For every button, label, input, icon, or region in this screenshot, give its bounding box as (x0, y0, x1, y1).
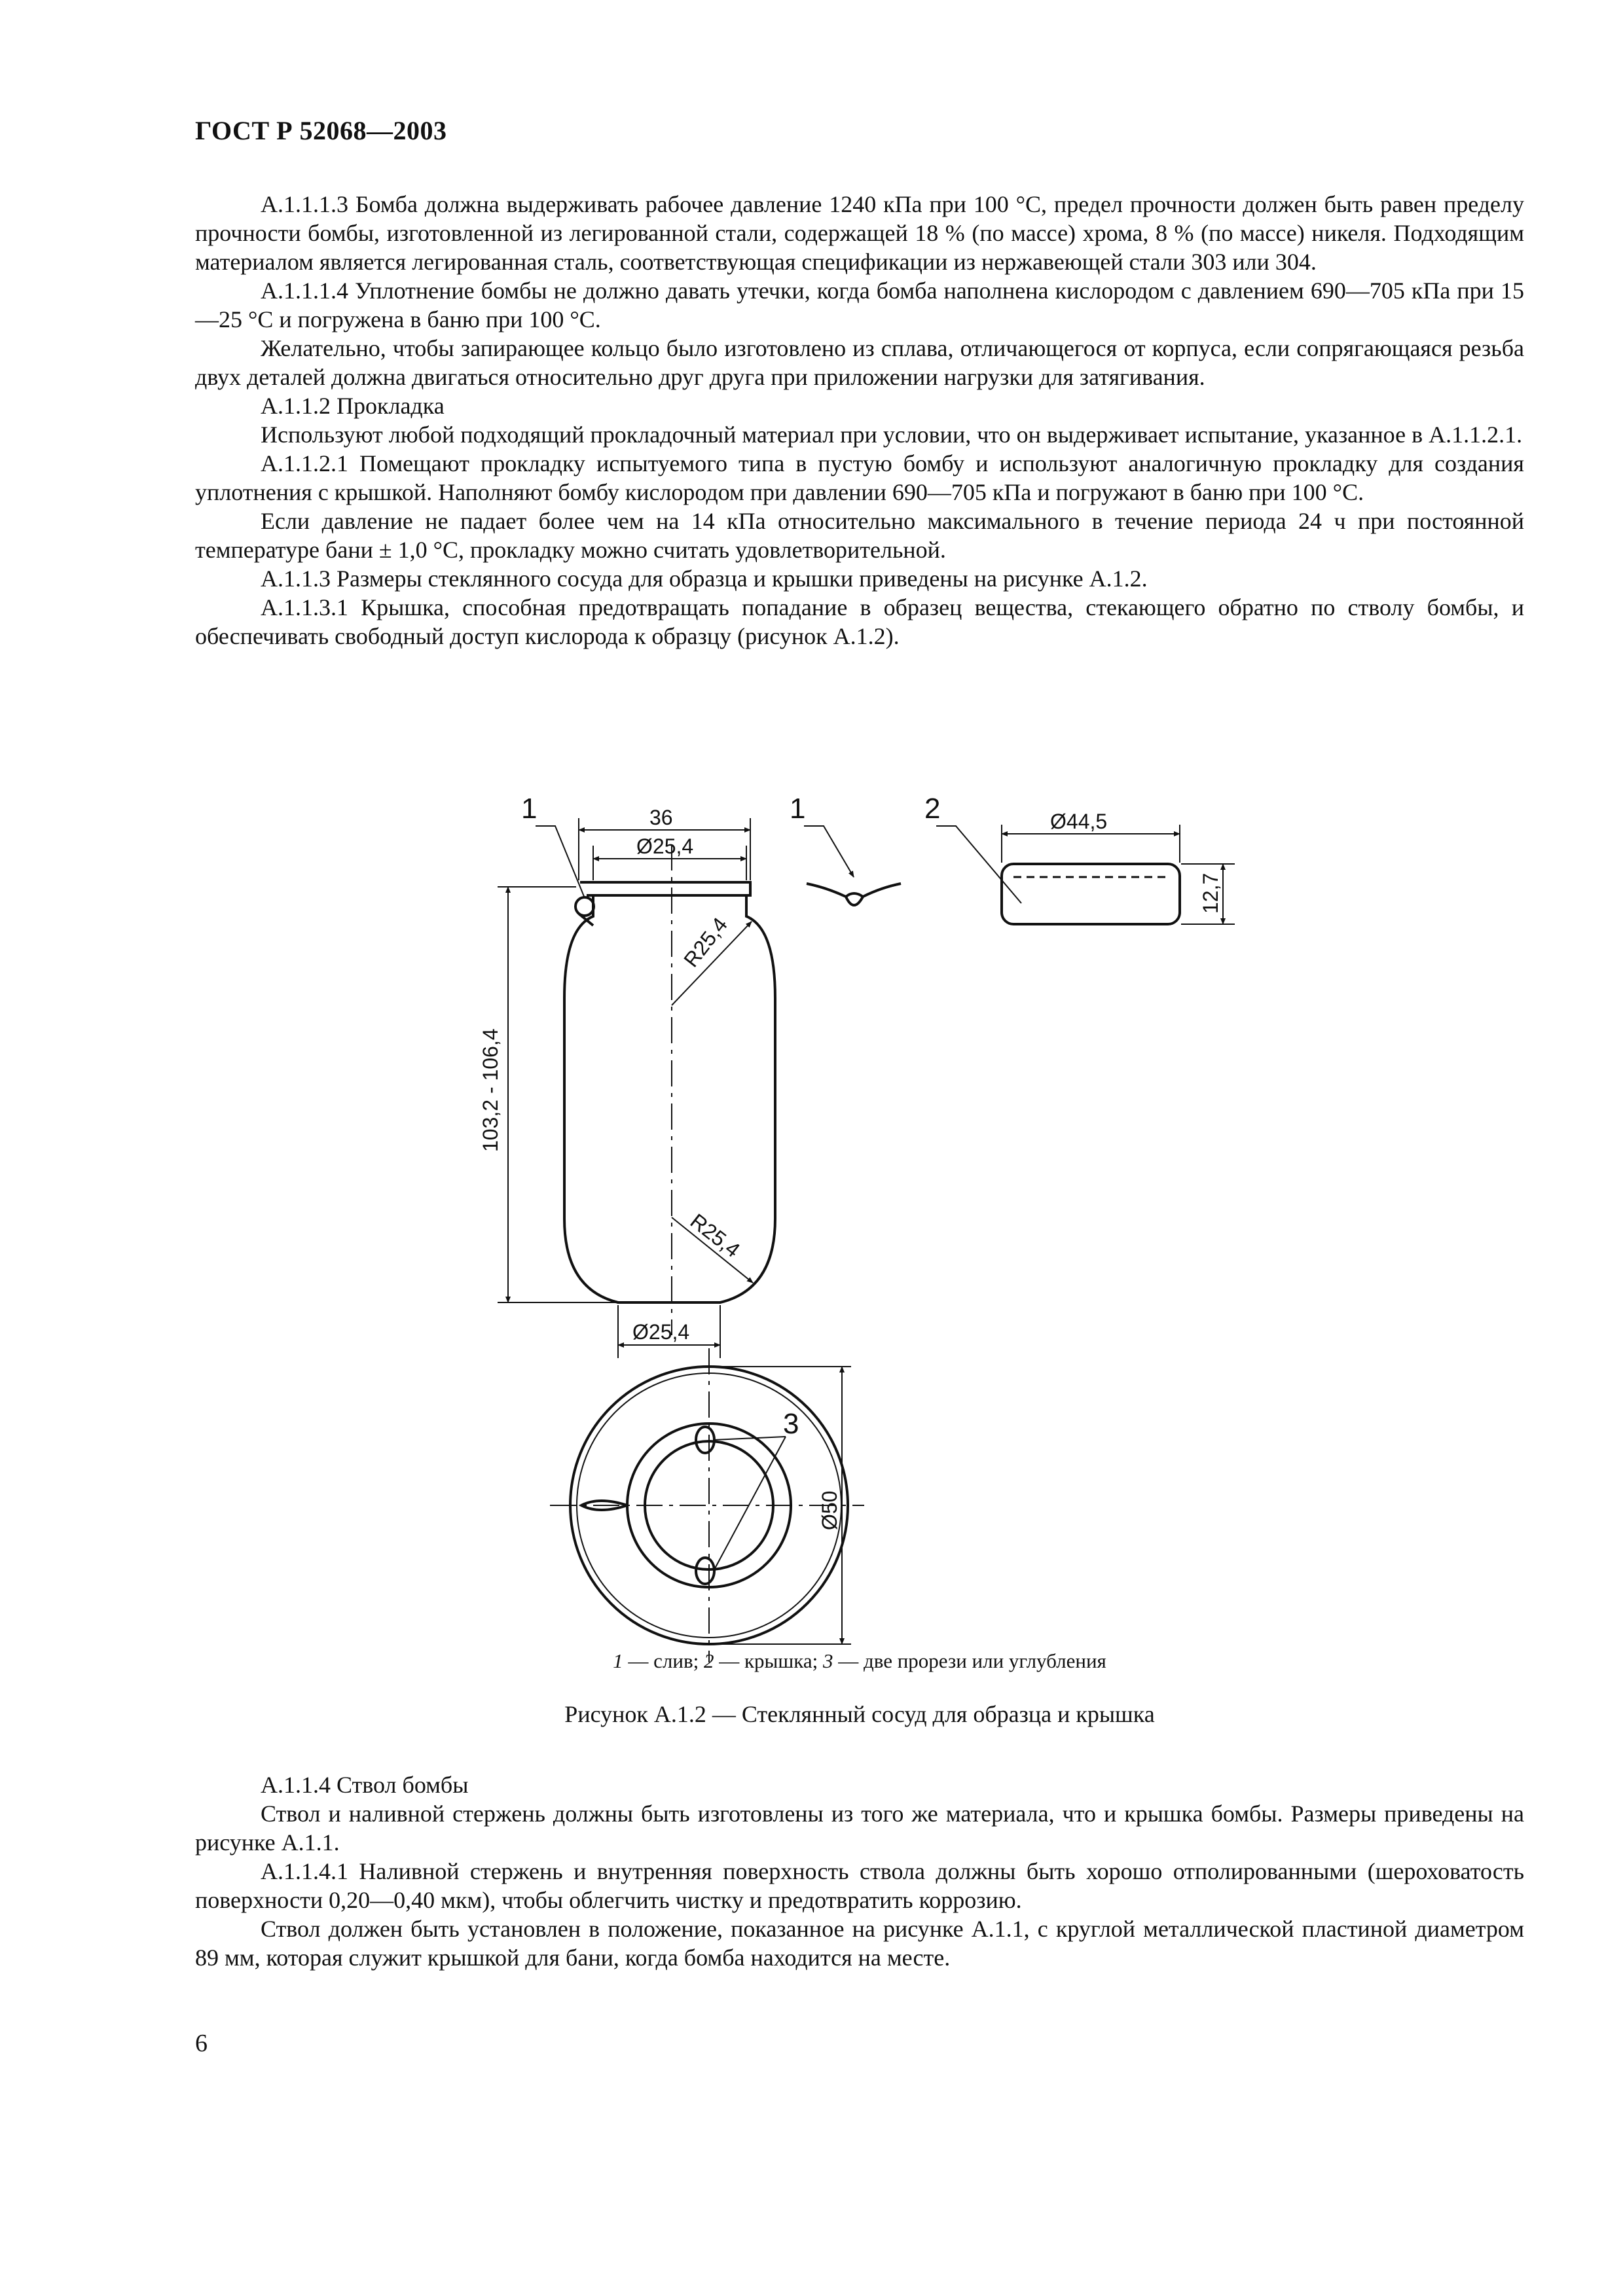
section-heading: А.1.1.2 Прокладка (261, 393, 445, 419)
paragraph: А.1.1.3 Размеры стеклянного сосуда для образца и крышки приведены на рисунке А.1.2. (261, 565, 1148, 592)
dimension-label: Ø50 (818, 1490, 841, 1530)
callout-label: 1 (521, 793, 538, 825)
dimension-label: R25,4 (685, 1209, 745, 1263)
figure-title: Рисунок А.1.2 — Стеклянный сосуд для образца и крышка (564, 1701, 1155, 1727)
vessel-rim (580, 882, 750, 895)
spout (575, 897, 594, 916)
dimension-label: 12,7 (1199, 872, 1222, 914)
paragraph: Желательно, чтобы запирающее кольцо было изготовлено из сплава, отличающегося от корпуса, если сопрягающаяся резьба двух деталей должна двигаться относительно друг друга при приложении нагрузки для затягивания. (195, 335, 1524, 390)
figure-legend: 1 — слив; 2 — крышка; 3 — две прорези или углубления (613, 1649, 1106, 1672)
drain-detail (807, 884, 901, 897)
callout-label: 3 (783, 1408, 799, 1440)
paragraph: А.1.1.1.4 Уплотнение бомбы не должно давать утечки, когда бомба наполнена кислородом с давлением 690—705 кПа при 15—25 °С и погружена в баню при 100 °С. (195, 278, 1524, 332)
paragraph: Ствол должен быть установлен в положение, показанное на рисунке А.1.1, с круглой металлической пластиной диаметром 89 мм, которая служит крышкой для бани, когда бомба находится на месте. (195, 1916, 1524, 1971)
paragraph: Используют любой подходящий прокладочный материал при условии, что он выдерживает испытание, указанное в А.1.1.2.1. (261, 422, 1523, 448)
paragraph: Ствол и наливной стержень должны быть изготовлены из того же материала, что и крышка бомбы. Размеры приведены на рисунке А.1.1. (195, 1801, 1524, 1856)
dimension-label: Ø44,5 (1050, 810, 1108, 833)
paragraph: Если давление не падает более чем на 14 кПа относительно максимального в течение периода 24 ч при постоянной температуре бани ± 1,0 °С, прокладку можно считать удовлетворительной. (195, 508, 1524, 563)
bottom-text-block (195, 1770, 1524, 1972)
document-header: ГОСТ Р 52068—2003 (195, 116, 447, 145)
paragraph: А.1.1.1.3 Бомба должна выдерживать рабочее давление 1240 кПа при 100 °С, предел прочности должен быть равен пределу прочности бомбы, изготовленной из легированной стали, содержащей 18 % (по массе) хрома, 8 % (по массе) никеля. Подходящим материалом является легированная сталь, соответствующая спецификации из нержавеющей стали 303 или 304. (195, 191, 1524, 275)
page-number: 6 (195, 2030, 208, 2057)
dimension-label: Ø25,4 (636, 834, 694, 858)
dimension-label: Ø25,4 (632, 1320, 690, 1344)
callout-label: 2 (924, 793, 941, 825)
lid-drawing (1002, 864, 1180, 924)
paragraph: А.1.1.3.1 Крышка, способная предотвращать попадание в образец вещества, стекающего обратно по стволу бомбы, и обеспечивать свободный доступ кислорода к образцу (рисунок А.1.2). (195, 594, 1524, 649)
dimension-label: 36 (649, 806, 673, 829)
dimension-label: R25,4 (679, 912, 733, 972)
dimension-label: 103,2 - 106,4 (479, 1028, 502, 1152)
paragraph: А.1.1.2.1 Помещают прокладку испытуемого типа в пустую бомбу и используют аналогичную прокладку для создания уплотнения с крышкой. Наполняют бомбу кислородом при давлении 690—705 кПа и погружают в баню при 100 °С. (195, 450, 1524, 505)
section-heading: А.1.1.4 Ствол бомбы (261, 1772, 469, 1798)
paragraph: А.1.1.4.1 Наливной стержень и внутренняя поверхность ствола должны быть хорошо отполированными (шероховатость поверхности 0,20—0,40 мкм), чтобы облегчить чистку и предотвратить коррозию. (195, 1858, 1524, 1913)
callout-label: 1 (790, 793, 806, 825)
vessel-outline (564, 895, 775, 1302)
